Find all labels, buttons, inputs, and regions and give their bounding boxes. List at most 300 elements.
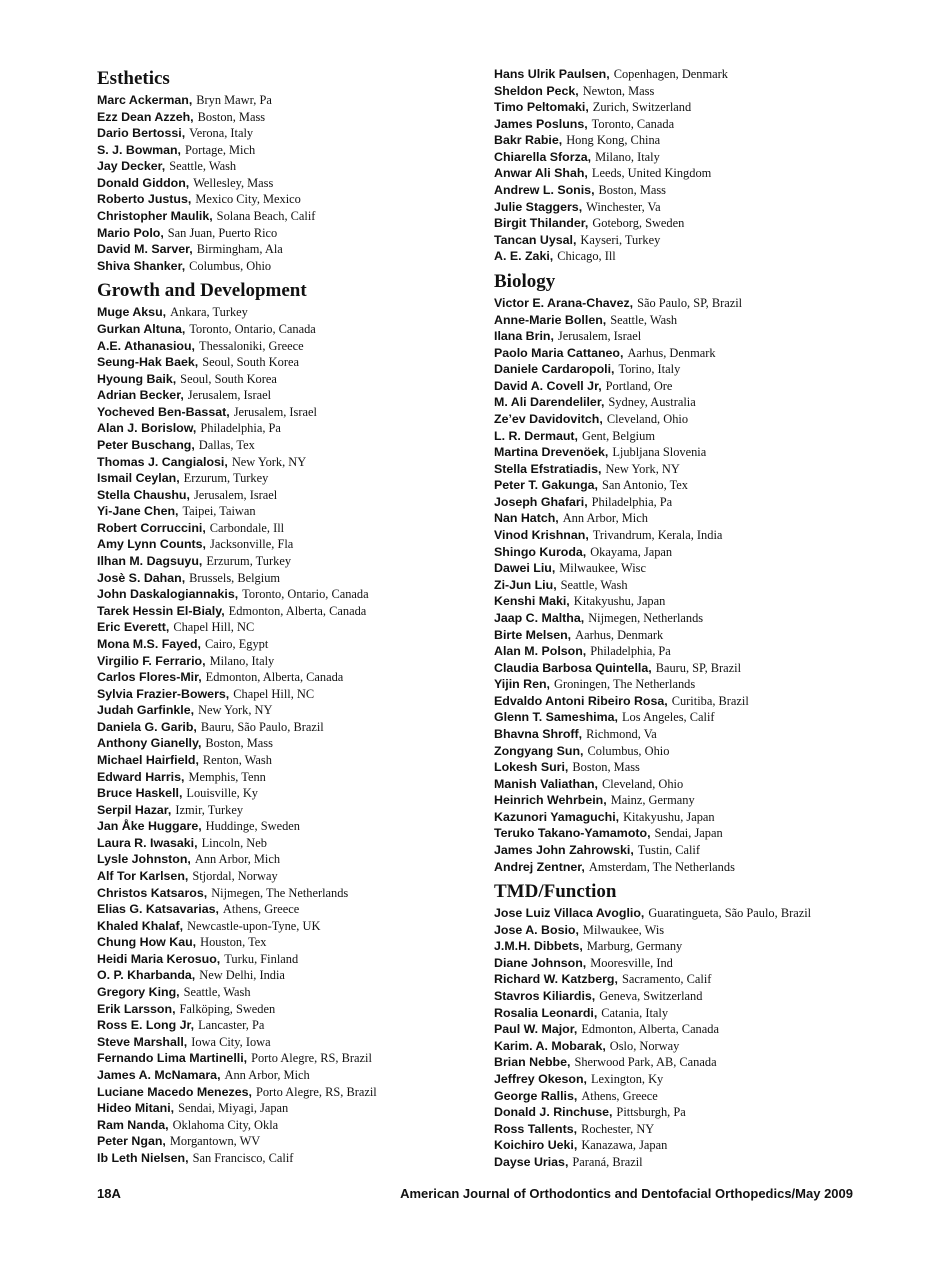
reviewer-location: Toronto, Ontario, Canada [242,587,369,602]
reviewer-location: Memphis, Tenn [188,769,266,784]
reviewer-location: Athens, Greece [222,902,300,917]
reviewer-name: Stella Chaushu, [97,487,190,502]
reviewer-entry [494,1154,904,1171]
reviewer-entry [494,295,904,312]
reviewer-entry [97,371,477,388]
reviewer-name: Glenn T. Sameshima, [494,710,618,725]
reviewer-name: Jaap C. Maltha, [494,610,585,625]
reviewer-location: Amsterdam, The Netherlands [588,859,735,874]
reviewer-location: Rochester, NY [581,1121,655,1136]
reviewer-entry [494,792,904,809]
reviewer-location: Pittsburgh, Pa [616,1105,686,1120]
reviewer-entry [494,165,904,182]
reviewer-name: Joseph Ghafari, [494,494,588,509]
reviewer-location: Lexington, Ky [590,1071,664,1086]
reviewer-name: Andrej Zentner, [494,859,585,874]
reviewer-name: Birgit Thilander, [494,216,589,231]
reviewer-location: Sendai, Japan [654,826,723,841]
reviewer-name: Mona M.S. Fayed, [97,636,201,651]
reviewer-location: Geneva, Switzerland [599,989,703,1004]
reviewer-name: Stella Efstratiadis, [494,461,602,476]
reviewer-location: Guaratingueta, São Paulo, Brazil [648,906,812,921]
reviewer-location: Seattle, Wash [560,577,628,592]
reviewer-location: Ann Arbor, Mich [562,511,648,526]
reviewer-name: Vinod Krishnan, [494,528,589,543]
reviewer-entry [494,132,904,149]
reviewer-name: Ilhan M. Dagsuyu, [97,554,203,569]
reviewer-name: Edvaldo Antoni Ribeiro Rosa, [494,693,668,708]
reviewer-name: Zi-Jun Liu, [494,577,557,592]
reviewer-name: Peter Ngan, [97,1134,166,1149]
reviewer-entry [97,321,477,338]
reviewer-location: Milano, Italy [209,653,275,668]
reviewer-name: Hyoung Baik, [97,371,177,386]
reviewer-location: Milano, Italy [595,149,660,164]
reviewer-location: Toronto, Ontario, Canada [189,321,316,336]
reviewer-name: Dawei Liu, [494,561,556,576]
reviewer-entry [494,444,904,461]
reviewer-name: Andrew L. Sonis, [494,183,595,198]
reviewer-name: Khaled Khalaf, [97,918,184,933]
reviewer-name: Martina Drevenöek, [494,445,609,460]
reviewer-name: Kenshi Maki, [494,594,570,609]
reviewer-name: Muge Aksu, [97,305,167,320]
section [494,265,904,875]
reviewer-entry [494,361,904,378]
reviewer-location: Ann Arbor, Mich [194,852,281,867]
reviewer-entry [494,510,904,527]
reviewer-name: Sylvia Frazier-Bowers, [97,686,230,701]
reviewer-entry [494,922,904,939]
reviewer-location: Chapel Hill, NC [173,620,255,635]
reviewer-location: Groningen, The Netherlands [554,677,696,692]
reviewer-name: Dayse Urias, [494,1154,569,1169]
reviewer-location: Jerusalem, Israel [557,329,642,344]
reviewer-name: Bakr Rabie, [494,133,563,148]
reviewer-name: Jose Luiz Villaca Avoglio, [494,906,645,921]
reviewer-entry [97,570,477,587]
reviewer-name: Heinrich Wehrbein, [494,793,607,808]
reviewer-entry [97,142,477,159]
reviewer-name: O. P. Kharbanda, [97,968,196,983]
reviewer-name: Edward Harris, [97,769,185,784]
reviewer-location: Los Angeles, Calif [621,710,715,725]
reviewer-name: Gregory King, [97,985,180,1000]
reviewer-entry [97,967,477,984]
reviewer-name: Teruko Takano-Yamamoto, [494,826,651,841]
reviewer-entry [97,387,477,404]
reviewer-location: Cleveland, Ohio [606,411,689,426]
reviewer-name: Anthony Gianelly, [97,736,202,751]
reviewer-name: Christopher Maulik, [97,209,213,224]
reviewer-entry [97,785,477,802]
reviewer-name: Ib Leth Nielsen, [97,1150,189,1165]
reviewer-entry [97,175,477,192]
page-number: 18A [97,1186,121,1201]
reviewer-name: Chung How Kau, [97,935,197,950]
reviewer-entry [494,378,904,395]
reviewer-name: Adrian Becker, [97,388,184,403]
reviewer-location: Taipei, Taiwan [182,504,256,519]
reviewer-name: Ismail Ceylan, [97,471,180,486]
reviewer-name: Heidi Maria Kerosuo, [97,951,221,966]
reviewer-entry [494,905,904,922]
reviewer-entry [97,653,477,670]
reviewer-entry [97,1150,477,1167]
reviewer-entry [494,527,904,544]
reviewer-name: Michael Hairfield, [97,752,199,767]
reviewer-location: Athens, Greece [581,1088,658,1103]
reviewer-location: Okayama, Japan [590,544,673,559]
reviewer-location: Seattle, Wash [610,312,678,327]
reviewer-entry [494,182,904,199]
reviewer-location: Aarhus, Denmark [627,345,716,360]
section [97,274,477,1166]
reviewer-entry [97,586,477,603]
reviewer-name: Anne-Marie Bollen, [494,312,607,327]
reviewer-name: Koichiro Ueki, [494,1138,578,1153]
reviewer-location: San Antonio, Tex [601,478,688,493]
reviewer-entry [97,258,477,275]
reviewer-location: Leeds, United Kingdom [591,166,712,181]
reviewer-entry [97,1050,477,1067]
reviewer-entry [494,312,904,329]
reviewer-location: Dallas, Tex [198,437,255,452]
reviewer-location: Porto Alegre, RS, Brazil [251,1051,372,1066]
reviewer-entry [494,676,904,693]
reviewer-entry [97,454,477,471]
reviewer-name: David M. Sarver, [97,242,193,257]
reviewer-entry [97,984,477,1001]
reviewer-entry [97,1100,477,1117]
reviewer-location: Edmonton, Alberta, Canada [205,670,344,685]
reviewer-name: Mario Polo, [97,225,164,240]
reviewer-entry [97,1067,477,1084]
reviewer-location: Thessaloniki, Greece [199,338,304,353]
reviewer-name: Christos Katsaros, [97,885,208,900]
reviewer-entry [97,934,477,951]
reviewer-name: Dario Bertossi, [97,126,186,141]
reviewer-entry [494,411,904,428]
reviewer-location: Tustin, Calif [637,843,700,858]
reviewer-name: Robert Corruccini, [97,520,206,535]
reviewer-location: Jerusalem, Israel [187,388,272,403]
reviewer-location: Ankara, Turkey [170,305,248,320]
reviewer-entry [494,693,904,710]
reviewer-location: New York, NY [605,461,680,476]
reviewer-entry [494,494,904,511]
reviewer-location: Cairo, Egypt [204,636,269,651]
reviewer-location: Newton, Mass [582,83,655,98]
reviewer-entry [97,885,477,902]
reviewer-entry [97,241,477,258]
reviewer-location: Sendai, Miyagi, Japan [178,1101,289,1116]
reviewer-name: Luciane Macedo Menezes, [97,1084,252,1099]
reviewer-entry [494,215,904,232]
reviewer-name: David A. Covell Jr, [494,378,602,393]
reviewer-name: Thomas J. Cangialosi, [97,454,228,469]
reviewer-name: Lokesh Suri, [494,760,569,775]
reviewer-entry [494,248,904,265]
reviewer-entry [97,769,477,786]
reviewer-name: Anwar Ali Shah, [494,166,588,181]
reviewer-location: Erzurum, Turkey [206,554,292,569]
reviewer-location: Solana Beach, Calif [216,209,316,224]
reviewer-location: Jacksonville, Fla [210,537,294,552]
right-column [494,66,904,1170]
reviewer-name: Yocheved Ben-Bassat, [97,404,230,419]
reviewer-name: Ram Nanda, [97,1117,169,1132]
reviewer-name: Hideo Mitani, [97,1101,175,1116]
reviewer-name: Bhavna Shroff, [494,726,583,741]
reviewer-location: Iowa City, Iowa [191,1034,271,1049]
reviewer-entry [97,1084,477,1101]
reviewer-name: Steve Marshall, [97,1034,188,1049]
reviewer-name: Serpil Hazar, [97,802,172,817]
reviewer-location: Seattle, Wash [183,985,251,1000]
reviewer-name: Timo Peltomaki, [494,100,589,115]
reviewer-name: Karim. A. Mobarak, [494,1038,606,1053]
reviewer-location: Ann Arbor, Mich [224,1067,310,1082]
reviewer-name: Claudia Barbosa Quintella, [494,660,652,675]
reviewer-location: Philadelphia, Pa [590,644,671,659]
section-heading: TMD/Function [494,881,617,903]
reviewer-location: Turku, Finland [224,951,299,966]
reviewer-entry [97,752,477,769]
reviewer-name: Donald J. Rinchuse, [494,1105,613,1120]
reviewer-location: Columbus, Ohio [189,258,272,273]
reviewer-entry [494,1005,904,1022]
reviewer-location: Catania, Italy [601,1005,669,1020]
reviewer-location: Chicago, Ill [557,249,616,264]
reviewer-location: Verona, Italy [189,126,254,141]
reviewer-entry [97,536,477,553]
reviewer-name: Kazunori Yamaguchi, [494,809,620,824]
reviewer-entry [494,345,904,362]
reviewer-entry [97,225,477,242]
reviewer-entry [494,1038,904,1055]
reviewer-entry [97,1117,477,1134]
section-heading: Biology [494,270,556,292]
reviewer-entry [97,520,477,537]
reviewer-name: Stavros Kiliardis, [494,989,596,1004]
reviewer-entry [97,851,477,868]
reviewer-entry [97,918,477,935]
reviewer-location: Kayseri, Turkey [580,232,661,247]
reviewer-name: Ezz Dean Azzeh, [97,109,194,124]
reviewer-name: Manish Valiathan, [494,776,598,791]
reviewer-location: Gent, Belgium [582,428,655,443]
reviewer-entry [494,938,904,955]
reviewer-location: Seattle, Wash [169,159,237,174]
reviewer-location: San Francisco, Calif [192,1150,294,1165]
reviewer-name: Erik Larsson, [97,1001,176,1016]
reviewer-location: Sacramento, Calif [621,972,712,987]
reviewer-location: Chapel Hill, NC [233,686,315,701]
reviewer-location: Oslo, Norway [609,1038,680,1053]
reviewer-entry [97,1017,477,1034]
reviewer-name: Nan Hatch, [494,511,559,526]
reviewer-entry [494,477,904,494]
reviewer-location: New Delhi, India [199,968,285,983]
reviewer-location: Nijmegen, Netherlands [588,610,704,625]
reviewer-entry [97,636,477,653]
reviewer-location: Porto Alegre, RS, Brazil [255,1084,377,1099]
reviewer-entry [494,759,904,776]
reviewer-entry [494,610,904,627]
reviewer-location: Mexico City, Mexico [195,192,301,207]
reviewer-location: Goteborg, Sweden [592,216,685,231]
reviewer-name: James John Zahrowski, [494,843,634,858]
reviewer-location: Carbondale, Ill [209,520,285,535]
reviewer-entry [494,199,904,216]
reviewer-name: Tancan Uysal, [494,232,577,247]
reviewer-location: Marburg, Germany [586,939,683,954]
reviewer-name: Josè S. Dahan, [97,570,186,585]
reviewer-name: Richard W. Katzberg, [494,972,618,987]
reviewer-name: S. J. Bowman, [97,142,181,157]
reviewer-location: Philadelphia, Pa [200,421,281,436]
reviewer-entry [494,743,904,760]
reviewer-name: Alf Tor Karlsen, [97,869,189,884]
reviewer-name: Roberto Justus, [97,192,192,207]
reviewer-location: Cleveland, Ohio [601,776,684,791]
journal-citation: American Journal of Orthodontics and Dentofacial Orthopedics/May 2009 [400,1186,853,1201]
reviewer-entry [97,686,477,703]
reviewer-name: James Posluns, [494,116,588,131]
reviewer-entry [494,842,904,859]
reviewer-location: Jerusalem, Israel [233,404,317,419]
reviewer-location: Nijmegen, The Netherlands [211,885,349,900]
reviewer-location: Mainz, Germany [610,793,695,808]
reviewer-location: Morgantown, WV [169,1134,261,1149]
reviewer-location: Columbus, Ohio [587,743,670,758]
reviewer-name: Ilana Brin, [494,329,554,344]
reviewer-entry [494,328,904,345]
reviewer-name: Carlos Flores-Mir, [97,670,202,685]
reviewer-entry [494,809,904,826]
reviewer-location: Lincoln, Neb [201,835,267,850]
reviewer-name: Peter T. Gakunga, [494,478,598,493]
reviewer-name: Elias G. Katsavarias, [97,902,219,917]
reviewer-name: Lysle Johnston, [97,852,191,867]
reviewer-name: Ross Tallents, [494,1121,578,1136]
reviewer-location: Edmonton, Alberta, Canada [581,1022,719,1037]
reviewer-location: New York, NY [198,703,273,718]
reviewer-location: Houston, Tex [200,935,267,950]
reviewer-entry [97,503,477,520]
reviewer-location: Bauru, SP, Brazil [655,660,742,675]
reviewer-entry [494,1071,904,1088]
reviewer-entry [97,437,477,454]
reviewer-name: Shingo Kuroda, [494,544,587,559]
section-heading: Growth and Development [97,280,307,302]
reviewer-entry [97,109,477,126]
reviewer-location: Stjordal, Norway [192,869,278,884]
reviewer-name: Sheldon Peck, [494,83,579,98]
reviewer-name: Victor E. Arana-Chavez, [494,295,634,310]
reviewer-entry [97,619,477,636]
reviewer-name: Paolo Maria Cattaneo, [494,345,624,360]
reviewer-name: Julie Staggers, [494,199,583,214]
reviewer-name: John Daskalogiannakis, [97,587,239,602]
reviewer-name: Gurkan Altuna, [97,321,186,336]
reviewer-entry [494,1021,904,1038]
reviewer-location: São Paulo, SP, Brazil [637,295,743,310]
reviewer-entry [97,1034,477,1051]
reviewer-name: Alan M. Polson, [494,644,587,659]
reviewer-location: Milwaukee, Wisc [559,561,646,576]
reviewer-entry [97,420,477,437]
reviewer-name: Brian Nebbe, [494,1055,571,1070]
reviewer-entry [97,603,477,620]
reviewer-location: Kitakyushu, Japan [623,809,715,824]
reviewer-entry [97,818,477,835]
reviewer-name: Marc Ackerman, [97,93,193,107]
reviewer-location: Toronto, Canada [591,116,675,131]
reviewer-entry [97,1001,477,1018]
reviewer-location: San Juan, Puerto Rico [167,225,278,240]
reviewer-location: Sherwood Park, AB, Canada [574,1055,717,1070]
reviewer-entry [97,92,477,109]
reviewer-entry [97,304,477,321]
reviewer-location: Huddinge, Sweden [205,819,300,834]
reviewer-name: Peter Buschang, [97,437,195,452]
reviewer-location: Mooresville, Ind [590,955,673,970]
reviewer-name: Judah Garfinkle, [97,703,195,718]
reviewer-name: Jay Decker, [97,159,166,174]
reviewer-location: Portland, Ore [605,378,673,393]
reviewer-name: Daniele Cardaropoli, [494,362,615,377]
reviewer-entry [494,544,904,561]
reviewer-entry [494,1054,904,1071]
reviewer-name: L. R. Dermaut, [494,428,578,443]
reviewer-entry [494,776,904,793]
reviewer-name: James A. McNamara, [97,1067,221,1082]
reviewer-name: M. Ali Darendeliler, [494,395,605,410]
reviewer-entry [494,1121,904,1138]
reviewer-entry [494,988,904,1005]
reviewer-entry [494,859,904,876]
reviewer-entry [494,825,904,842]
reviewer-location: Copenhagen, Denmark [613,67,728,81]
reviewer-name: Hans Ulrik Paulsen, [494,67,610,81]
reviewer-name: Donald Giddon, [97,175,190,190]
reviewer-entry [494,560,904,577]
reviewer-entry [494,232,904,249]
reviewer-name: Jeffrey Okeson, [494,1071,587,1086]
reviewer-name: Zongyang Sun, [494,743,584,758]
reviewer-name: Shiva Shanker, [97,258,186,273]
reviewer-location: Brussels, Belgium [189,570,281,585]
reviewer-entry [494,971,904,988]
reviewer-location: Trivandrum, Kerala, India [592,528,723,543]
reviewer-entry [97,719,477,736]
reviewer-location: Winchester, Va [586,199,661,214]
reviewer-entry [97,338,477,355]
reviewer-location: Oklahoma City, Okla [172,1117,279,1132]
reviewer-name: Jose A. Bosio, [494,922,579,937]
reviewer-entry [97,868,477,885]
reviewer-name: Birte Melsen, [494,627,572,642]
reviewer-entry [494,726,904,743]
reviewer-location: Wellesley, Mass [193,175,274,190]
reviewer-name: Daniela G. Garib, [97,719,197,734]
reviewer-entry [494,1137,904,1154]
reviewer-location: Boston, Mass [197,109,266,124]
reviewer-location: Portage, Mich [185,142,256,157]
reviewer-entry [97,125,477,142]
